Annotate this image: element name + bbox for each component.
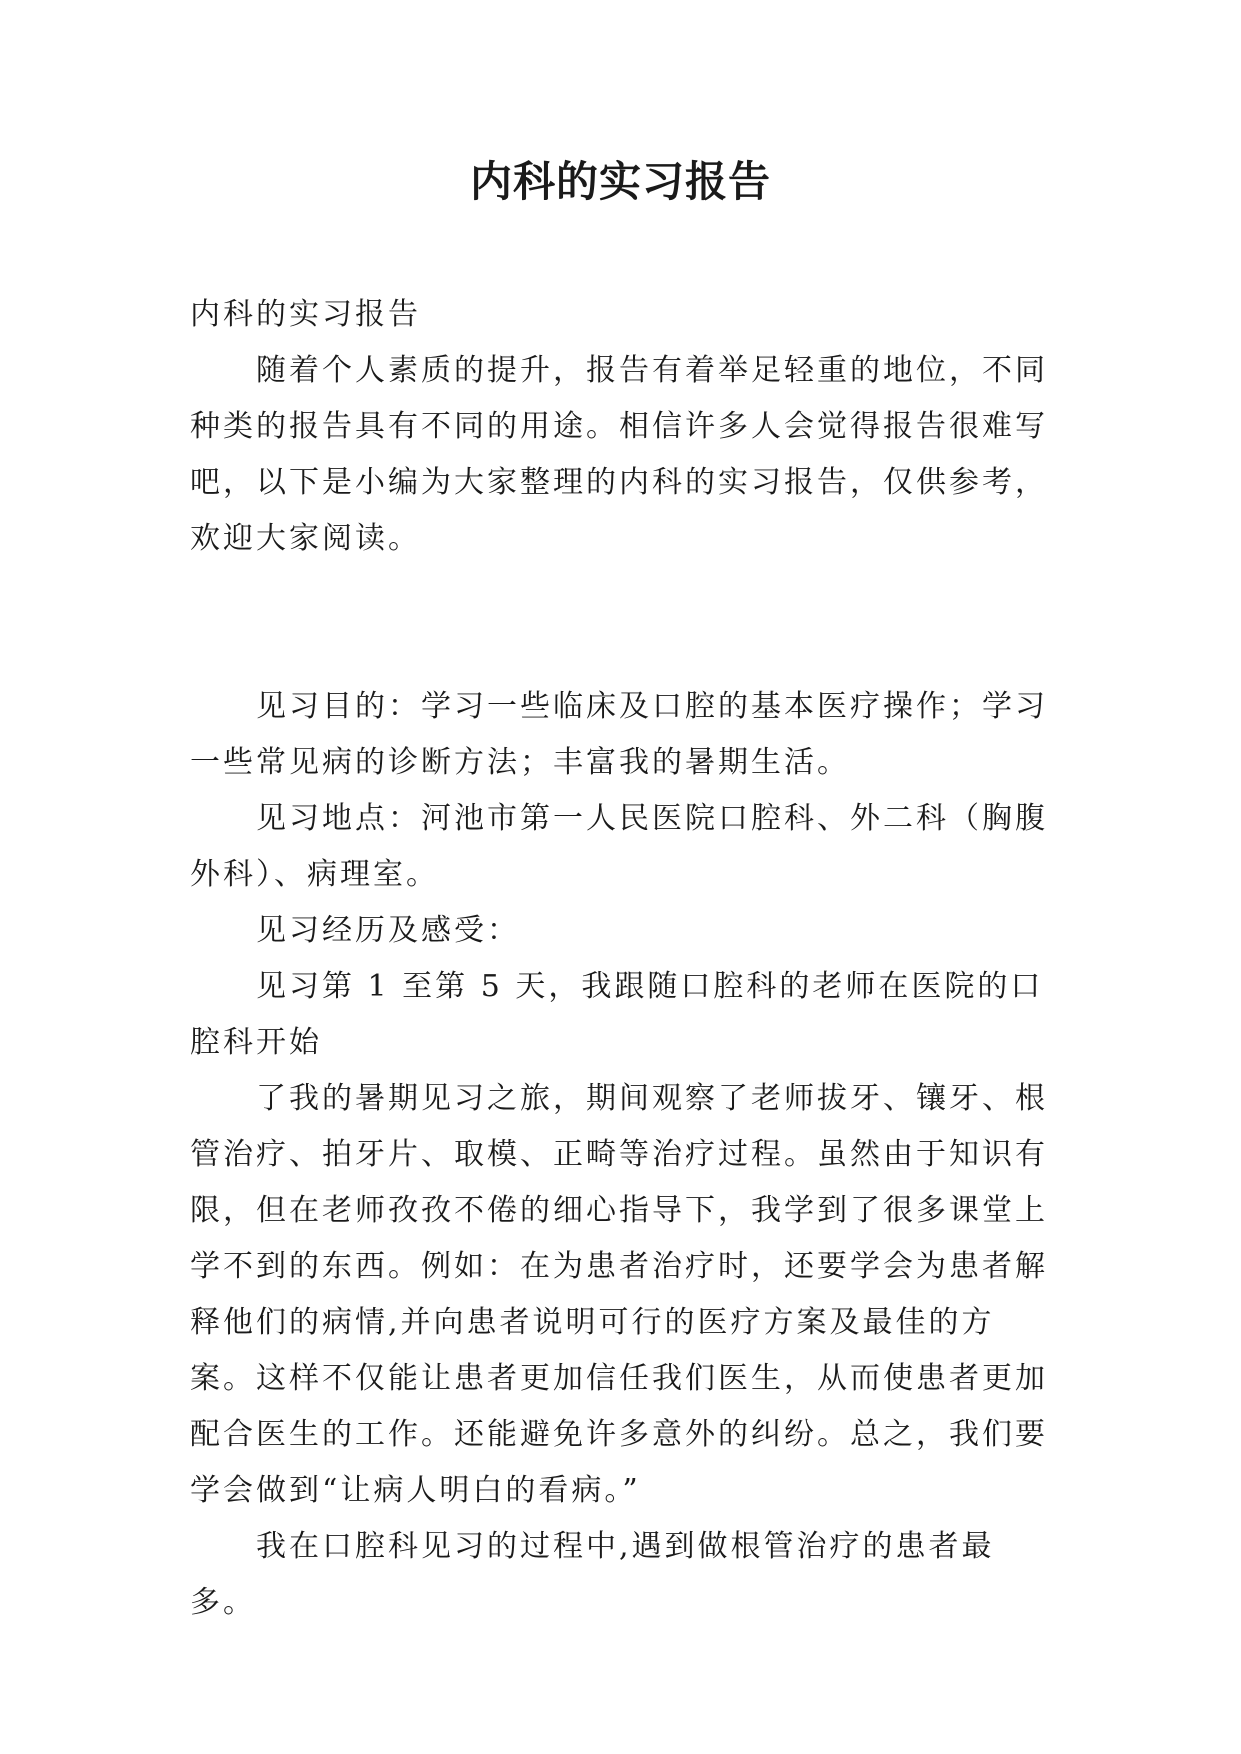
- document-body: [190, 287, 1060, 1631]
- purpose-paragraph: 见习目的：学习一些临床及口腔的基本医疗操作；学习一些常见病的诊断方法；丰富我的暑期生活。: [190, 689, 1048, 780]
- experience-heading: 见习经历及感受：: [256, 913, 520, 948]
- paragraph-spacer: [190, 567, 1060, 679]
- document-subtitle: 内科的实习报告: [190, 297, 421, 332]
- intro-paragraph: 随着个人素质的提升，报告有着举足轻重的地位，不同种类的报告具有不同的用途。相信许多人会觉得报告很难写吧，以下是小编为大家整理的内科的实习报告，仅供参考，欢迎大家阅读。: [190, 353, 1048, 556]
- location-paragraph: 见习地点：河池市第一人民医院口腔科、外二科（胸腹外科）、病理室。: [190, 801, 1048, 892]
- document-title: 内科的实习报告: [469, 157, 771, 206]
- journey-paragraph: 了我的暑期见习之旅，期间观察了老师拔牙、镶牙、根管治疗、拍牙片、取模、正畸等治疗过程。虽然由于知识有限，但在老师孜孜不倦的细心指导下，我学到了很多课堂上学不到的东西。例如：在为患者治疗时，还要学会为患者解释他们的病情,并向患者说明可行的医疗方案及最佳的方案。这样不仅能让患者更加信任我们医生，从而使患者更加配合医生的工作。还能避免许多意外的纠纷。总之，我们要学会做到“让病人明白的看病。”: [190, 1081, 1048, 1508]
- days-paragraph: 见习第 1 至第 5 天，我跟随口腔科的老师在医院的口腔科开始: [190, 969, 1044, 1060]
- last-paragraph: 我在口腔科见习的过程中,遇到做根管治疗的患者最多。: [190, 1529, 995, 1620]
